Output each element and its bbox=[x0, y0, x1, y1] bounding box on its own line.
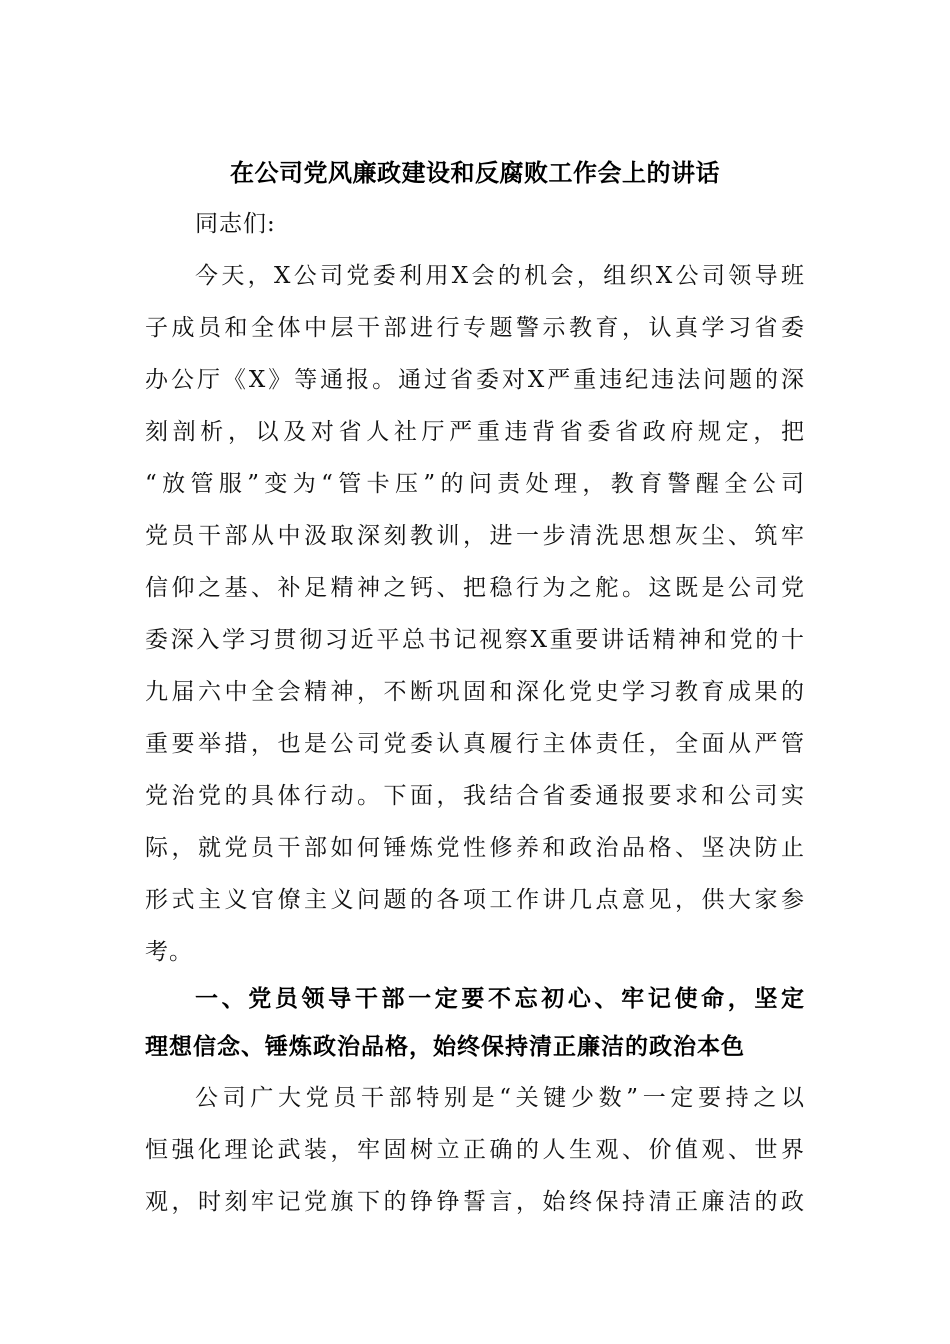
section-heading-1 bbox=[145, 975, 805, 1071]
paragraph-1-line: 今天，X公司党委利用X会的机会，组织X公司领导班 bbox=[195, 263, 805, 289]
paragraph-1-line: 考。 bbox=[145, 939, 193, 965]
paragraph-1-line: 信仰之基、补足精神之钙、把稳行为之舵。这既是公司党 bbox=[145, 575, 805, 601]
paragraph-1 bbox=[145, 250, 805, 978]
paragraph-1-line: 形式主义官僚主义问题的各项工作讲几点意见，供大家参 bbox=[145, 887, 805, 913]
paragraph-1-line: 九届六中全会精神，不断巩固和深化党史学习教育成果的 bbox=[145, 679, 805, 705]
paragraph-2-line: 公司广大党员干部特别是“关键少数”一定要持之以 bbox=[195, 1085, 805, 1111]
document-title: 在公司党风廉政建设和反腐败工作会上的讲话 bbox=[230, 158, 720, 187]
paragraph-1-line: 办公厅《X》等通报。通过省委对X严重违纪违法问题的深 bbox=[145, 367, 805, 393]
paragraph-1-line: 子成员和全体中层干部进行专题警示教育，认真学习省委 bbox=[145, 315, 805, 341]
paragraph-1-line: 党治党的具体行动。下面，我结合省委通报要求和公司实 bbox=[145, 783, 805, 809]
paragraph-1-line: 委深入学习贯彻习近平总书记视察X重要讲话精神和党的十 bbox=[145, 627, 805, 653]
paragraph-2-line: 恒强化理论武装，牢固树立正确的人生观、价值观、世界 bbox=[145, 1137, 805, 1163]
paragraph-1-line: 重要举措，也是公司党委认真履行主体责任，全面从严管 bbox=[145, 731, 805, 757]
paragraph-1-line: “放管服”变为“管卡压”的问责处理，教育警醒全公司 bbox=[145, 471, 805, 497]
section-heading-line: 一、党员领导干部一定要不忘初心、牢记使命，坚定 bbox=[195, 986, 805, 1012]
paragraph-1-line: 党员干部从中汲取深刻教训，进一步清洗思想灰尘、筑牢 bbox=[145, 523, 805, 549]
paragraph-2-line: 观，时刻牢记党旗下的铮铮誓言，始终保持清正廉洁的政 bbox=[145, 1189, 805, 1215]
salutation: 同志们: bbox=[195, 211, 276, 237]
paragraph-2 bbox=[145, 1072, 805, 1228]
section-heading-line: 理想信念、锤炼政治品格，始终保持清正廉洁的政治本色 bbox=[145, 1034, 745, 1060]
paragraph-1-line: 际，就党员干部如何锤炼党性修养和政治品格、坚决防止 bbox=[145, 835, 805, 861]
paragraph-1-line: 刻剖析，以及对省人社厅严重违背省委省政府规定，把 bbox=[145, 419, 805, 445]
